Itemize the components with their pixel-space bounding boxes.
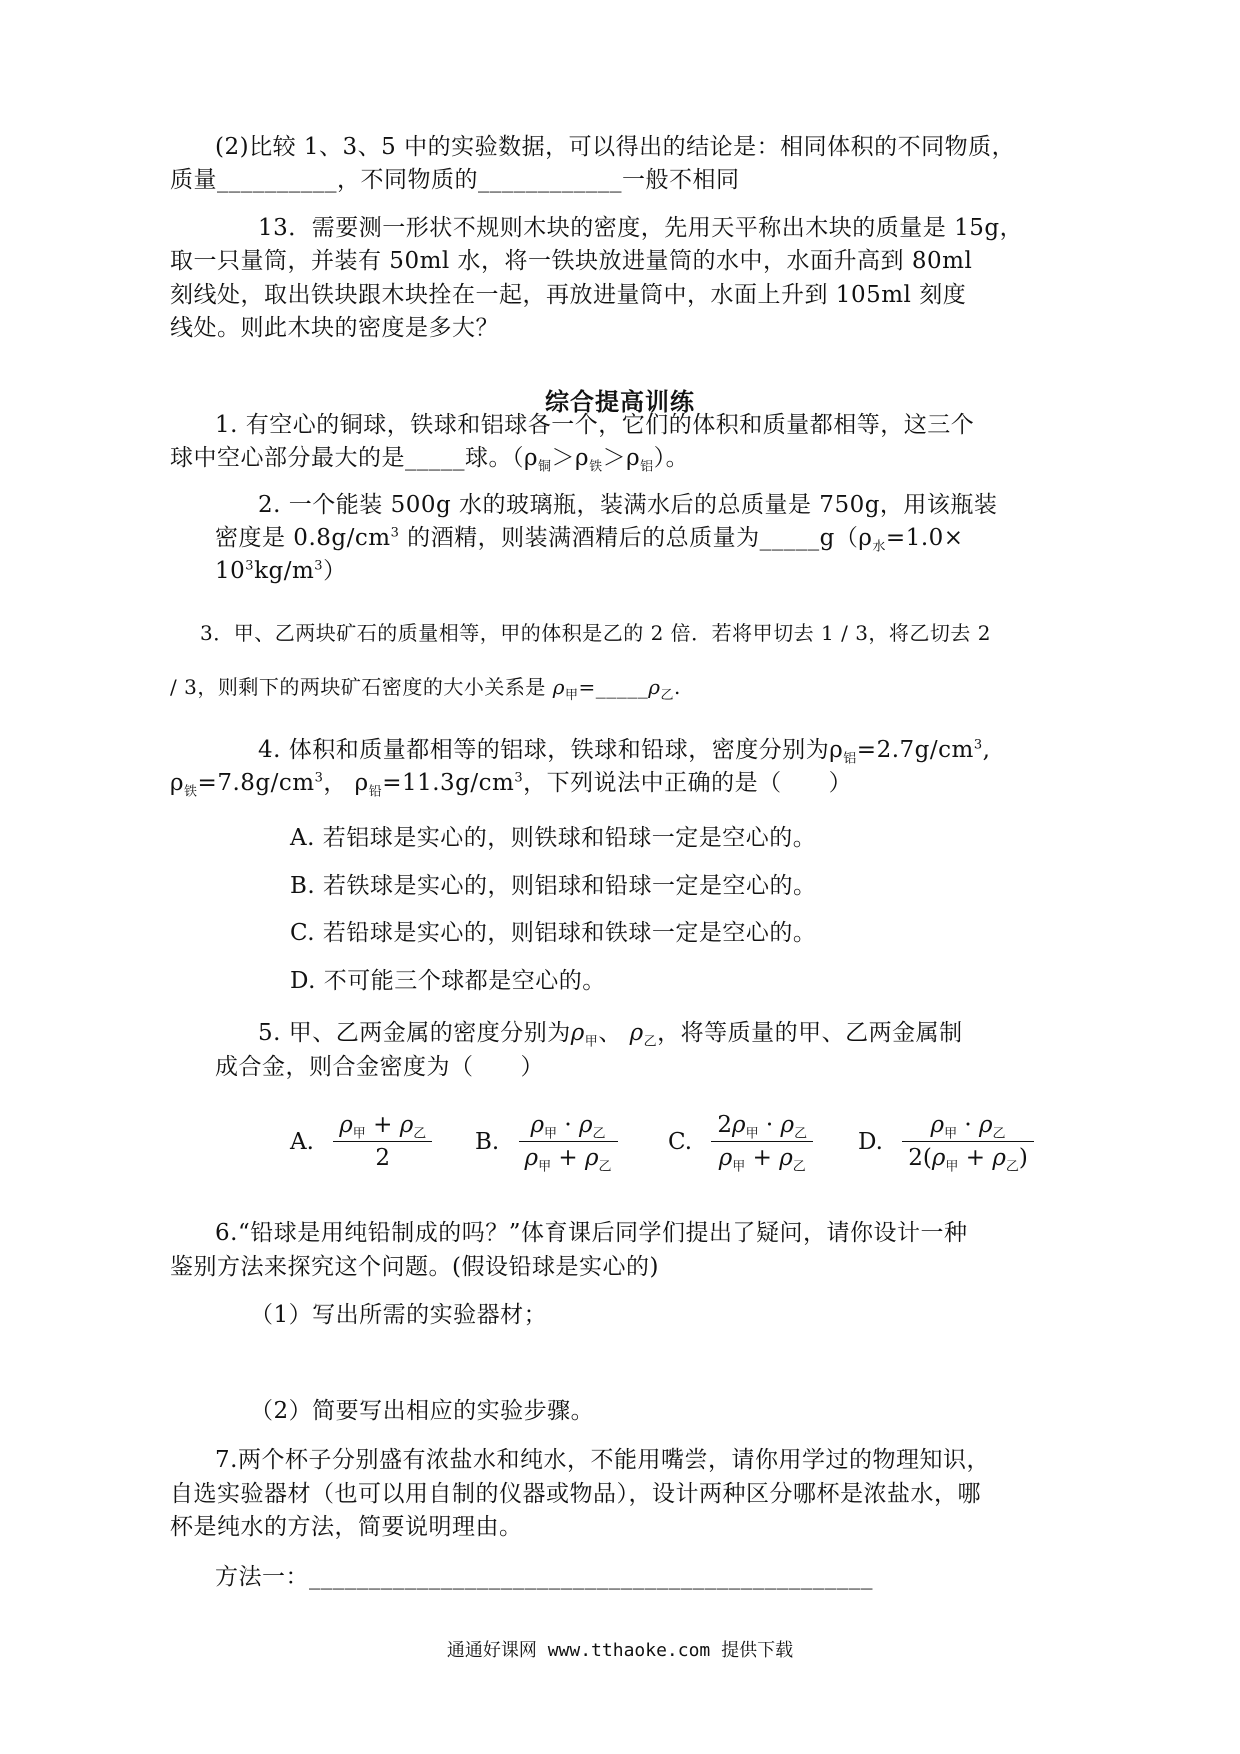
question-4-line: 4. 体积和质量都相等的铝球，铁球和铅球，密度分别为$\rho_铝=2.7g/cm^3$,	[258, 737, 991, 767]
question-6-subitem: （2）简要写出相应的实验步骤。	[250, 1398, 595, 1424]
question-1-line: 球中空心部分最大的是_____球。$(\rho_铜>\rho_铁>\rho_铝)$。	[170, 445, 690, 475]
question-13-line: 线处。则此木块的密度是多大？	[170, 315, 499, 341]
question-5-line: 成合金，则合金密度为（ ）	[215, 1054, 544, 1080]
section-title: 综合提高训练	[545, 387, 695, 416]
question-6-subitem: （1）写出所需的实验器材；	[250, 1302, 548, 1328]
question-6-line: 6.“铅球是用纯铅制成的吗？”体育课后同学们提出了疑问，请你设计一种	[215, 1220, 968, 1246]
question-13-line: 13．需要测一形状不规则木块的密度，先用天平称出木块的质量是 15g，	[258, 215, 1024, 241]
question-2-line: $10^3kg/m^3$）	[215, 558, 347, 584]
question-6-line: 鉴别方法来探究这个问题。(假设铅球是实心的)	[170, 1254, 659, 1280]
method-one-line: 方法一：_______________________________________________	[215, 1564, 873, 1590]
question-13-line: 取一只量筒，并装有 50ml 水，将一铁块放进量筒的水中，水面升高到 80ml	[170, 248, 973, 274]
formula-option-d: D. $\frac{\rho_甲 \cdot \rho_乙}{2(\rho_甲 + \rho_乙)}$	[858, 1112, 1034, 1171]
question-4-line: $\rho_铁=7.8g/cm^3$， $\rho_铅=11.3g/cm^3$，下列说法中正确的是（ ）	[170, 770, 853, 800]
text-line: 质量__________，不同物质的____________一般不相同	[170, 167, 740, 193]
option-c: C. 若铅球是实心的，则铝球和铁球一定是空心的。	[290, 920, 817, 946]
option-a: A. 若铝球是实心的，则铁球和铅球一定是空心的。	[290, 825, 817, 851]
text-line: (2)比较 1、3、5 中的实验数据，可以得出的结论是：相同体积的不同物质，	[215, 134, 1016, 160]
question-2-line: 密度是 $0.8g/cm^3$ 的酒精，则装满酒精后的总质量为$\_\_\_\_\_g(\rho_水=1.0\times$	[215, 525, 964, 555]
question-7-line: 杯是纯水的方法，简要说明理由。	[170, 1514, 523, 1540]
page-footer: 通通好课网 www.tthaoke.com 提供下载	[446, 1640, 794, 1661]
question-5-line: 5. 甲、乙两金属的密度分别为$\rho_甲$、 $\rho_乙$，将等质量的甲、乙两金属制	[258, 1020, 963, 1050]
formula-option-c: C. $\frac{2\rho_甲 \cdot \rho_乙}{\rho_甲 + \rho_乙}$	[668, 1112, 813, 1171]
question-3-line: 3．甲、乙两块矿石的质量相等，甲的体积是乙的 2 倍．若将甲切去 1 / 3，将乙切去 2	[200, 621, 992, 645]
option-d: D. 不可能三个球都是空心的。	[290, 968, 606, 994]
option-b: B. 若铁球是实心的，则铝球和铅球一定是空心的。	[290, 873, 817, 899]
question-2-line: 2. 一个能装 500g 水的玻璃瓶，装满水后的总质量是 750g，用该瓶装	[258, 492, 998, 518]
question-3-line: / 3，则剩下的两块矿石密度的大小关系是 $\rho_甲=\_\_\_\_\_\rho_乙$.	[170, 675, 681, 703]
question-13-line: 刻线处，取出铁块跟木块拴在一起，再放进量筒中，水面上升到 105ml 刻度	[170, 282, 967, 308]
formula-option-a: A. $\frac{\rho_甲 + \rho_乙}{2}$	[290, 1112, 432, 1171]
formula-option-b: B. $\frac{\rho_甲 \cdot \rho_乙}{\rho_甲 + \rho_乙}$	[475, 1112, 618, 1171]
question-7-line: 7.两个杯子分别盛有浓盐水和纯水，不能用嘴尝，请你用学过的物理知识，	[215, 1447, 990, 1473]
question-7-line: 自选实验器材（也可以用自制的仪器或物品），设计两种区分哪杯是浓盐水，哪	[170, 1481, 981, 1507]
question-1-line: 1. 有空心的铜球，铁球和铝球各一个，它们的体积和质量都相等，这三个	[215, 412, 975, 438]
